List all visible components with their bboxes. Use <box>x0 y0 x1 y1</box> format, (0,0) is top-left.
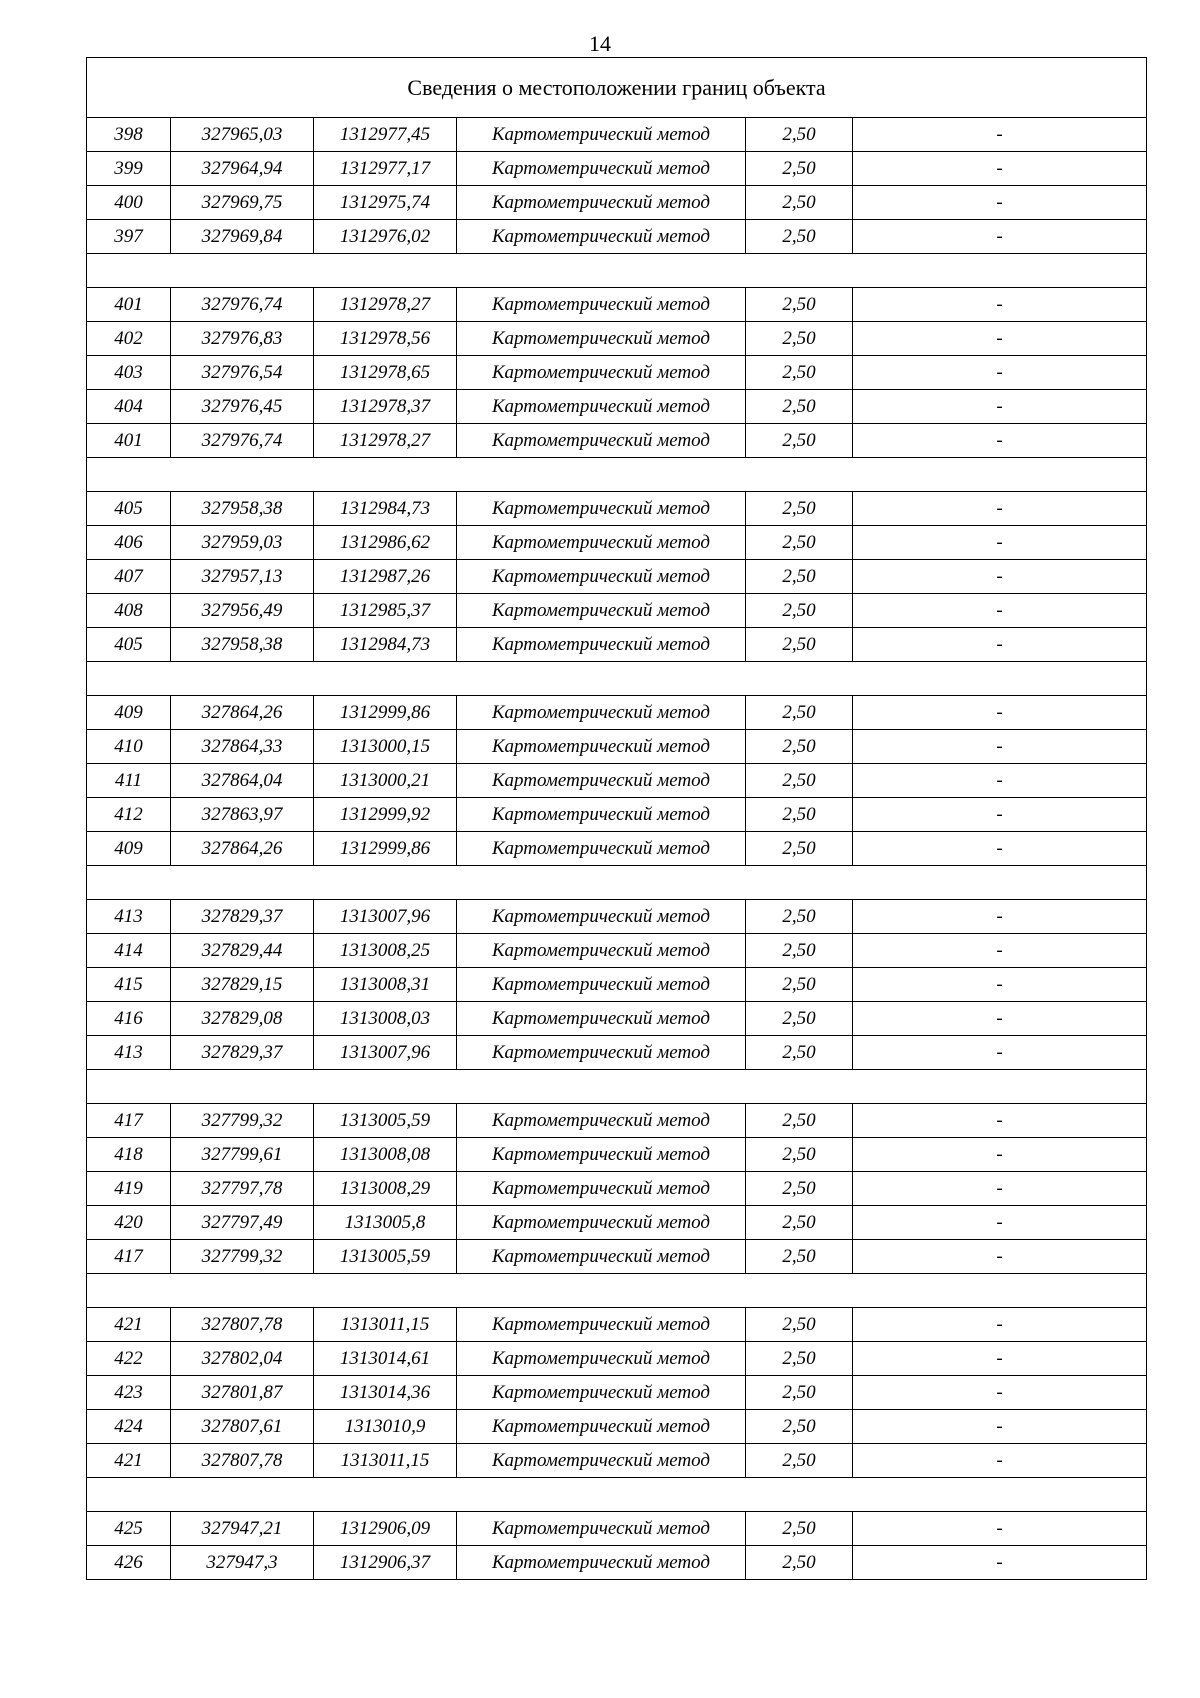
table-row <box>87 1036 1147 1070</box>
point-number-cell: 404 <box>87 390 171 424</box>
method-cell: Картометрический метод <box>457 288 746 322</box>
point-number-cell: 418 <box>87 1138 171 1172</box>
accuracy-cell: 2,50 <box>746 764 853 798</box>
y-coordinate-cell: 1313011,15 <box>314 1444 457 1478</box>
table-row <box>87 356 1147 390</box>
y-coordinate-cell: 1313005,59 <box>314 1104 457 1138</box>
table-row <box>87 798 1147 832</box>
y-coordinate-cell: 1313000,15 <box>314 730 457 764</box>
x-coordinate-cell: 327959,03 <box>171 526 314 560</box>
method-cell: Картометрический метод <box>457 1002 746 1036</box>
y-coordinate-cell: 1313014,61 <box>314 1342 457 1376</box>
y-coordinate-cell: 1313005,8 <box>314 1206 457 1240</box>
description-cell: - <box>853 764 1147 798</box>
x-coordinate-cell: 327969,84 <box>171 220 314 254</box>
accuracy-cell: 2,50 <box>746 1240 853 1274</box>
description-cell: - <box>853 356 1147 390</box>
caption-row <box>87 58 1147 118</box>
point-number-cell: 409 <box>87 696 171 730</box>
accuracy-cell: 2,50 <box>746 288 853 322</box>
contour-separator-row <box>87 458 1147 492</box>
point-number-cell: 424 <box>87 1410 171 1444</box>
table-row <box>87 186 1147 220</box>
point-number-cell: 421 <box>87 1308 171 1342</box>
separator-cell <box>87 1070 1147 1104</box>
point-number-cell: 425 <box>87 1512 171 1546</box>
point-number-cell: 400 <box>87 186 171 220</box>
x-coordinate-cell: 327957,13 <box>171 560 314 594</box>
accuracy-cell: 2,50 <box>746 1410 853 1444</box>
table-row <box>87 390 1147 424</box>
y-coordinate-cell: 1313000,21 <box>314 764 457 798</box>
table-row <box>87 832 1147 866</box>
x-coordinate-cell: 327969,75 <box>171 186 314 220</box>
separator-cell <box>87 662 1147 696</box>
contour-separator-row <box>87 254 1147 288</box>
point-number-cell: 417 <box>87 1104 171 1138</box>
x-coordinate-cell: 327956,49 <box>171 594 314 628</box>
x-coordinate-cell: 327864,26 <box>171 696 314 730</box>
x-coordinate-cell: 327864,04 <box>171 764 314 798</box>
table-body <box>87 58 1147 1580</box>
method-cell: Картометрический метод <box>457 1512 746 1546</box>
x-coordinate-cell: 327829,15 <box>171 968 314 1002</box>
table-row <box>87 1308 1147 1342</box>
table-row <box>87 628 1147 662</box>
table-row <box>87 968 1147 1002</box>
accuracy-cell: 2,50 <box>746 1308 853 1342</box>
y-coordinate-cell: 1312999,92 <box>314 798 457 832</box>
accuracy-cell: 2,50 <box>746 390 853 424</box>
point-number-cell: 405 <box>87 492 171 526</box>
description-cell: - <box>853 968 1147 1002</box>
y-coordinate-cell: 1313008,31 <box>314 968 457 1002</box>
point-number-cell: 413 <box>87 900 171 934</box>
y-coordinate-cell: 1312978,56 <box>314 322 457 356</box>
accuracy-cell: 2,50 <box>746 1444 853 1478</box>
x-coordinate-cell: 327807,61 <box>171 1410 314 1444</box>
x-coordinate-cell: 327807,78 <box>171 1308 314 1342</box>
point-number-cell: 397 <box>87 220 171 254</box>
method-cell: Картометрический метод <box>457 764 746 798</box>
description-cell: - <box>853 696 1147 730</box>
method-cell: Картометрический метод <box>457 526 746 560</box>
description-cell: - <box>853 288 1147 322</box>
point-number-cell: 413 <box>87 1036 171 1070</box>
method-cell: Картометрический метод <box>457 1376 746 1410</box>
description-cell: - <box>853 1240 1147 1274</box>
method-cell: Картометрический метод <box>457 424 746 458</box>
description-cell: - <box>853 900 1147 934</box>
separator-cell <box>87 458 1147 492</box>
accuracy-cell: 2,50 <box>746 730 853 764</box>
x-coordinate-cell: 327976,74 <box>171 288 314 322</box>
description-cell: - <box>853 560 1147 594</box>
point-number-cell: 415 <box>87 968 171 1002</box>
y-coordinate-cell: 1312977,17 <box>314 152 457 186</box>
x-coordinate-cell: 327802,04 <box>171 1342 314 1376</box>
accuracy-cell: 2,50 <box>746 118 853 152</box>
table-row <box>87 424 1147 458</box>
y-coordinate-cell: 1313011,15 <box>314 1308 457 1342</box>
description-cell: - <box>853 526 1147 560</box>
table-row <box>87 492 1147 526</box>
accuracy-cell: 2,50 <box>746 1342 853 1376</box>
x-coordinate-cell: 327864,26 <box>171 832 314 866</box>
description-cell: - <box>853 1410 1147 1444</box>
x-coordinate-cell: 327797,49 <box>171 1206 314 1240</box>
x-coordinate-cell: 327829,08 <box>171 1002 314 1036</box>
method-cell: Картометрический метод <box>457 118 746 152</box>
x-coordinate-cell: 327976,83 <box>171 322 314 356</box>
point-number-cell: 412 <box>87 798 171 832</box>
accuracy-cell: 2,50 <box>746 220 853 254</box>
method-cell: Картометрический метод <box>457 1240 746 1274</box>
y-coordinate-cell: 1312984,73 <box>314 628 457 662</box>
x-coordinate-cell: 327947,21 <box>171 1512 314 1546</box>
x-coordinate-cell: 327797,78 <box>171 1172 314 1206</box>
x-coordinate-cell: 327799,61 <box>171 1138 314 1172</box>
method-cell: Картометрический метод <box>457 322 746 356</box>
accuracy-cell: 2,50 <box>746 560 853 594</box>
x-coordinate-cell: 327864,33 <box>171 730 314 764</box>
accuracy-cell: 2,50 <box>746 492 853 526</box>
y-coordinate-cell: 1312978,37 <box>314 390 457 424</box>
accuracy-cell: 2,50 <box>746 1512 853 1546</box>
description-cell: - <box>853 1512 1147 1546</box>
point-number-cell: 426 <box>87 1546 171 1580</box>
accuracy-cell: 2,50 <box>746 1002 853 1036</box>
y-coordinate-cell: 1313005,59 <box>314 1240 457 1274</box>
description-cell: - <box>853 1002 1147 1036</box>
method-cell: Картометрический метод <box>457 1104 746 1138</box>
point-number-cell: 414 <box>87 934 171 968</box>
method-cell: Картометрический метод <box>457 1410 746 1444</box>
point-number-cell: 405 <box>87 628 171 662</box>
accuracy-cell: 2,50 <box>746 424 853 458</box>
table-row <box>87 1342 1147 1376</box>
method-cell: Картометрический метод <box>457 1546 746 1580</box>
point-number-cell: 420 <box>87 1206 171 1240</box>
point-number-cell: 401 <box>87 288 171 322</box>
description-cell: - <box>853 152 1147 186</box>
point-number-cell: 406 <box>87 526 171 560</box>
y-coordinate-cell: 1313007,96 <box>314 1036 457 1070</box>
accuracy-cell: 2,50 <box>746 1172 853 1206</box>
table-row <box>87 1240 1147 1274</box>
y-coordinate-cell: 1312978,65 <box>314 356 457 390</box>
y-coordinate-cell: 1313014,36 <box>314 1376 457 1410</box>
y-coordinate-cell: 1312999,86 <box>314 696 457 730</box>
description-cell: - <box>853 730 1147 764</box>
y-coordinate-cell: 1312978,27 <box>314 424 457 458</box>
y-coordinate-cell: 1313008,29 <box>314 1172 457 1206</box>
separator-cell <box>87 1478 1147 1512</box>
point-number-cell: 417 <box>87 1240 171 1274</box>
description-cell: - <box>853 832 1147 866</box>
description-cell: - <box>853 220 1147 254</box>
accuracy-cell: 2,50 <box>746 798 853 832</box>
method-cell: Картометрический метод <box>457 1036 746 1070</box>
description-cell: - <box>853 594 1147 628</box>
method-cell: Картометрический метод <box>457 1138 746 1172</box>
method-cell: Картометрический метод <box>457 832 746 866</box>
method-cell: Картометрический метод <box>457 186 746 220</box>
accuracy-cell: 2,50 <box>746 900 853 934</box>
table-row <box>87 1376 1147 1410</box>
accuracy-cell: 2,50 <box>746 1036 853 1070</box>
method-cell: Картометрический метод <box>457 1342 746 1376</box>
description-cell: - <box>853 1308 1147 1342</box>
method-cell: Картометрический метод <box>457 628 746 662</box>
table-row <box>87 560 1147 594</box>
description-cell: - <box>853 186 1147 220</box>
x-coordinate-cell: 327829,37 <box>171 900 314 934</box>
y-coordinate-cell: 1312999,86 <box>314 832 457 866</box>
y-coordinate-cell: 1312984,73 <box>314 492 457 526</box>
table-row <box>87 220 1147 254</box>
point-number-cell: 416 <box>87 1002 171 1036</box>
description-cell: - <box>853 424 1147 458</box>
x-coordinate-cell: 327958,38 <box>171 492 314 526</box>
accuracy-cell: 2,50 <box>746 1546 853 1580</box>
table-row <box>87 118 1147 152</box>
table-row <box>87 1104 1147 1138</box>
table-row <box>87 934 1147 968</box>
accuracy-cell: 2,50 <box>746 356 853 390</box>
accuracy-cell: 2,50 <box>746 152 853 186</box>
y-coordinate-cell: 1312976,02 <box>314 220 457 254</box>
accuracy-cell: 2,50 <box>746 322 853 356</box>
table-row <box>87 152 1147 186</box>
contour-separator-row <box>87 662 1147 696</box>
description-cell: - <box>853 492 1147 526</box>
description-cell: - <box>853 1172 1147 1206</box>
point-number-cell: 409 <box>87 832 171 866</box>
method-cell: Картометрический метод <box>457 696 746 730</box>
table-row <box>87 1138 1147 1172</box>
accuracy-cell: 2,50 <box>746 1138 853 1172</box>
table-row <box>87 764 1147 798</box>
point-number-cell: 408 <box>87 594 171 628</box>
description-cell: - <box>853 390 1147 424</box>
method-cell: Картометрический метод <box>457 1172 746 1206</box>
contour-separator-row <box>87 1478 1147 1512</box>
table-row <box>87 526 1147 560</box>
description-cell: - <box>853 1206 1147 1240</box>
method-cell: Картометрический метод <box>457 220 746 254</box>
method-cell: Картометрический метод <box>457 356 746 390</box>
description-cell: - <box>853 322 1147 356</box>
accuracy-cell: 2,50 <box>746 1104 853 1138</box>
method-cell: Картометрический метод <box>457 152 746 186</box>
x-coordinate-cell: 327807,78 <box>171 1444 314 1478</box>
y-coordinate-cell: 1313010,9 <box>314 1410 457 1444</box>
x-coordinate-cell: 327801,87 <box>171 1376 314 1410</box>
contour-separator-row <box>87 866 1147 900</box>
y-coordinate-cell: 1312906,09 <box>314 1512 457 1546</box>
method-cell: Картометрический метод <box>457 934 746 968</box>
description-cell: - <box>853 118 1147 152</box>
y-coordinate-cell: 1313008,25 <box>314 934 457 968</box>
boundary-coordinates-table <box>86 57 1147 1580</box>
separator-cell <box>87 254 1147 288</box>
y-coordinate-cell: 1312975,74 <box>314 186 457 220</box>
description-cell: - <box>853 1104 1147 1138</box>
method-cell: Картометрический метод <box>457 1308 746 1342</box>
table-row <box>87 594 1147 628</box>
contour-separator-row <box>87 1070 1147 1104</box>
point-number-cell: 398 <box>87 118 171 152</box>
method-cell: Картометрический метод <box>457 968 746 1002</box>
y-coordinate-cell: 1312987,26 <box>314 560 457 594</box>
method-cell: Картометрический метод <box>457 900 746 934</box>
description-cell: - <box>853 1444 1147 1478</box>
x-coordinate-cell: 327976,54 <box>171 356 314 390</box>
y-coordinate-cell: 1313008,08 <box>314 1138 457 1172</box>
x-coordinate-cell: 327829,37 <box>171 1036 314 1070</box>
table-row <box>87 1206 1147 1240</box>
table-row <box>87 900 1147 934</box>
separator-cell <box>87 866 1147 900</box>
point-number-cell: 403 <box>87 356 171 390</box>
accuracy-cell: 2,50 <box>746 832 853 866</box>
accuracy-cell: 2,50 <box>746 696 853 730</box>
description-cell: - <box>853 798 1147 832</box>
point-number-cell: 423 <box>87 1376 171 1410</box>
point-number-cell: 410 <box>87 730 171 764</box>
contour-separator-row <box>87 1274 1147 1308</box>
point-number-cell: 419 <box>87 1172 171 1206</box>
page-number: 14 <box>589 31 611 56</box>
method-cell: Картометрический метод <box>457 1206 746 1240</box>
x-coordinate-cell: 327976,45 <box>171 390 314 424</box>
point-number-cell: 402 <box>87 322 171 356</box>
x-coordinate-cell: 327799,32 <box>171 1240 314 1274</box>
table-row <box>87 1172 1147 1206</box>
table-row <box>87 1002 1147 1036</box>
method-cell: Картометрический метод <box>457 492 746 526</box>
y-coordinate-cell: 1312985,37 <box>314 594 457 628</box>
y-coordinate-cell: 1312986,62 <box>314 526 457 560</box>
x-coordinate-cell: 327958,38 <box>171 628 314 662</box>
x-coordinate-cell: 327863,97 <box>171 798 314 832</box>
table-row <box>87 288 1147 322</box>
x-coordinate-cell: 327947,3 <box>171 1546 314 1580</box>
table-row <box>87 696 1147 730</box>
accuracy-cell: 2,50 <box>746 526 853 560</box>
description-cell: - <box>853 934 1147 968</box>
description-cell: - <box>853 1376 1147 1410</box>
method-cell: Картометрический метод <box>457 594 746 628</box>
table-row <box>87 1410 1147 1444</box>
accuracy-cell: 2,50 <box>746 1376 853 1410</box>
y-coordinate-cell: 1312906,37 <box>314 1546 457 1580</box>
accuracy-cell: 2,50 <box>746 1206 853 1240</box>
table-row <box>87 730 1147 764</box>
accuracy-cell: 2,50 <box>746 594 853 628</box>
table-caption: Сведения о местоположении границ объекта <box>87 58 1147 118</box>
point-number-cell: 421 <box>87 1444 171 1478</box>
x-coordinate-cell: 327799,32 <box>171 1104 314 1138</box>
table-row <box>87 322 1147 356</box>
method-cell: Картометрический метод <box>457 560 746 594</box>
x-coordinate-cell: 327964,94 <box>171 152 314 186</box>
y-coordinate-cell: 1312977,45 <box>314 118 457 152</box>
description-cell: - <box>853 628 1147 662</box>
accuracy-cell: 2,50 <box>746 934 853 968</box>
accuracy-cell: 2,50 <box>746 628 853 662</box>
point-number-cell: 401 <box>87 424 171 458</box>
method-cell: Картометрический метод <box>457 730 746 764</box>
accuracy-cell: 2,50 <box>746 968 853 1002</box>
accuracy-cell: 2,50 <box>746 186 853 220</box>
separator-cell <box>87 1274 1147 1308</box>
method-cell: Картометрический метод <box>457 1444 746 1478</box>
table-row <box>87 1546 1147 1580</box>
x-coordinate-cell: 327829,44 <box>171 934 314 968</box>
description-cell: - <box>853 1546 1147 1580</box>
description-cell: - <box>853 1036 1147 1070</box>
table-row <box>87 1444 1147 1478</box>
y-coordinate-cell: 1312978,27 <box>314 288 457 322</box>
point-number-cell: 407 <box>87 560 171 594</box>
method-cell: Картометрический метод <box>457 390 746 424</box>
point-number-cell: 422 <box>87 1342 171 1376</box>
y-coordinate-cell: 1313008,03 <box>314 1002 457 1036</box>
table-row <box>87 1512 1147 1546</box>
y-coordinate-cell: 1313007,96 <box>314 900 457 934</box>
description-cell: - <box>853 1138 1147 1172</box>
x-coordinate-cell: 327965,03 <box>171 118 314 152</box>
method-cell: Картометрический метод <box>457 798 746 832</box>
point-number-cell: 399 <box>87 152 171 186</box>
x-coordinate-cell: 327976,74 <box>171 424 314 458</box>
description-cell: - <box>853 1342 1147 1376</box>
point-number-cell: 411 <box>87 764 171 798</box>
